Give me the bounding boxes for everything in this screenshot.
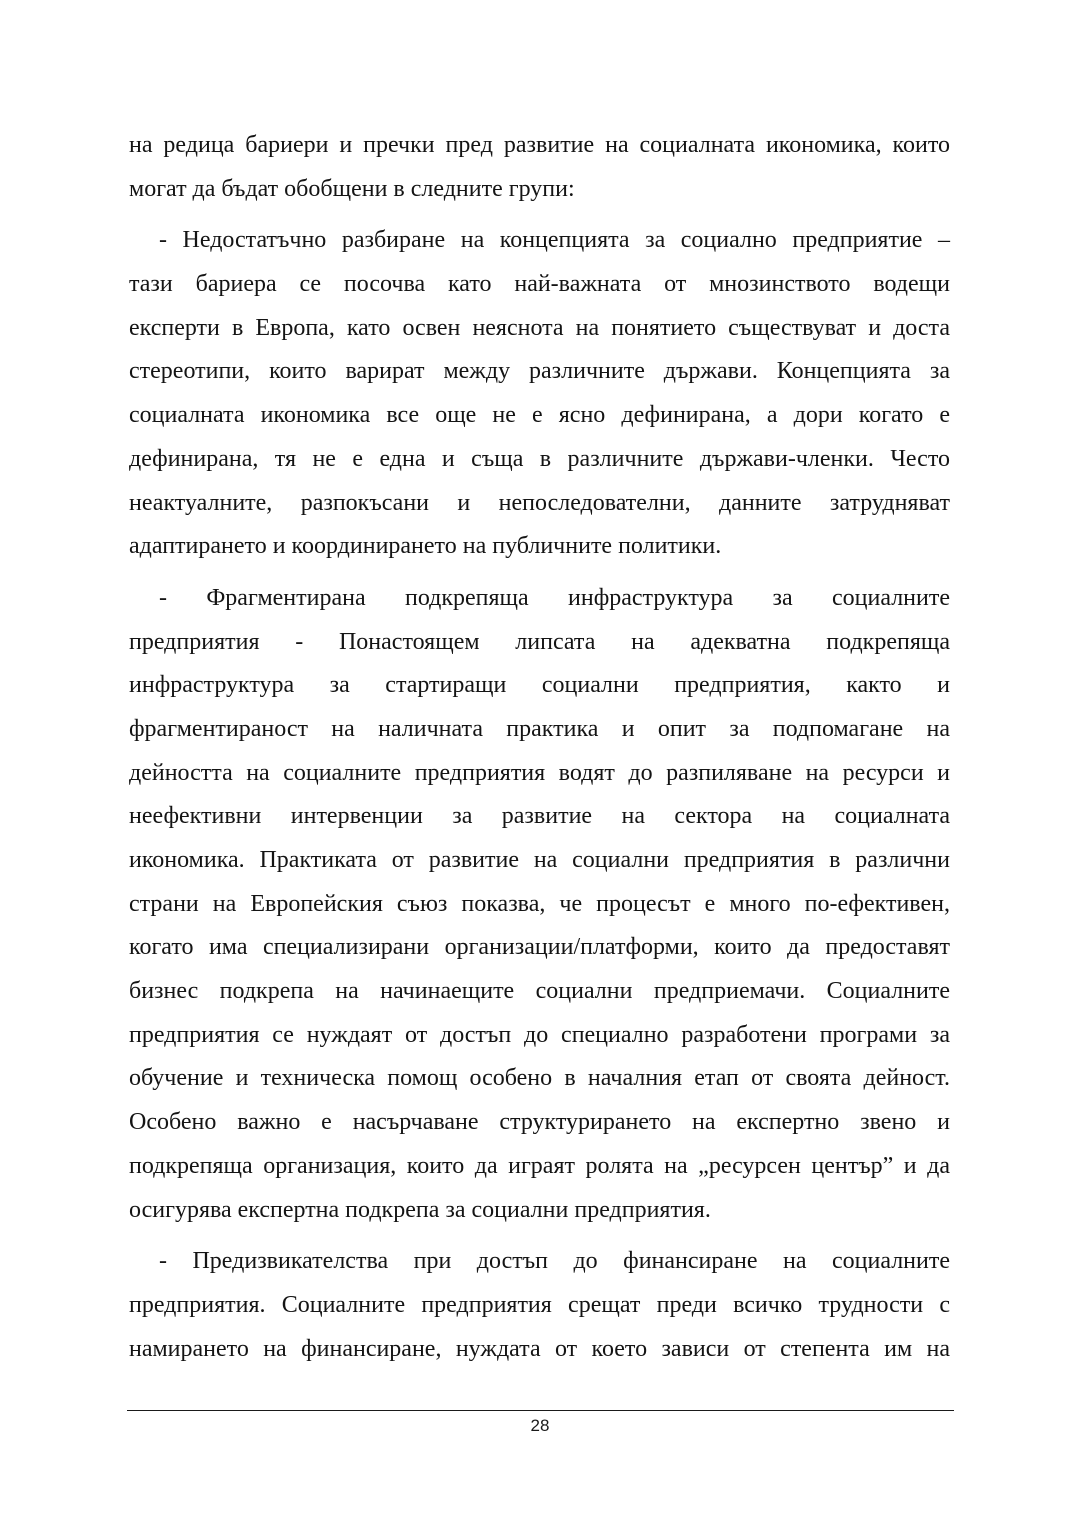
text-line: социалната икономика все още не е ясно дефинирана, а дори когато е — [129, 402, 950, 429]
text-line: осигурява експертна подкрепа за социални предприятия. — [129, 1196, 711, 1223]
text-line: икономика. Практиката от развитие на социални предприятия в различни — [129, 847, 950, 873]
text-line: - Недостатъчно разбиране на концепцията за социално предприятие – — [159, 227, 950, 254]
text-line: адаптирането и координирането на публичните политики. — [129, 533, 722, 560]
text-line: когато има специализирани организации/платформи, които да предоставят — [129, 934, 950, 961]
text-line: намирането на финансиране, нуждата от което зависи от степента им на — [129, 1335, 950, 1362]
text-line: тази бариера се посочва като най-важната от мнозинството водещи — [129, 271, 950, 298]
text-line: страни на Европейския съюз показва, че процесът е много по-ефективен, — [129, 890, 950, 917]
text-line: предприятия се нуждаят от достъп до специално разработени програми за — [129, 1021, 950, 1048]
footer-divider — [127, 1410, 954, 1411]
page-number: 28 — [530, 1416, 550, 1435]
text-line: - Фрагментирана подкрепяща инфраструктура за социалните — [159, 584, 950, 611]
text-line: предприятия. Социалните предприятия срещат преди всичко трудности с — [129, 1291, 950, 1318]
text-line: - Предизвикателства при достъп до финансиране на социалните — [159, 1248, 950, 1275]
text-line: инфраструктура за стартиращи социални предприятия, както и — [129, 672, 950, 699]
text-line: стереотипи, които варират между различните държави. Концепцията за — [129, 358, 950, 385]
text-line: бизнес подкрепа на начинаещите социални предприемачи. Социалните — [129, 978, 950, 1005]
text-line: фрагментираност на наличната практика и опит за подпомагане на — [129, 715, 950, 742]
text-line: дейността на социалните предприятия водят до разпиляване на ресурси и — [129, 759, 950, 786]
text-line: експерти в Европа, като освен неяснота на понятието съществуват и доста — [129, 314, 950, 341]
paragraph-fragmented-infrastructure — [129, 577, 950, 1232]
text-line: дефинирана, тя не е една и съща в различните държави-членки. Често — [129, 445, 950, 472]
body-text — [129, 124, 950, 1371]
text-line: Особено важно е насърчаване структурирането на експертно звено и — [129, 1109, 950, 1136]
text-line: могат да бъдат обобщени в следните групи: — [129, 175, 575, 202]
text-line: предприятия - Понастоящем липсата на адекватна подкрепяща — [129, 628, 950, 655]
paragraph-concept-understanding — [129, 219, 950, 569]
text-line: неактуалните, разпокъсани и непоследователни, данните затрудняват — [129, 489, 950, 516]
paragraph-intro — [129, 124, 950, 211]
text-line: подкрепяща организация, които да играят ролята на „ресурсен център” и да — [129, 1152, 950, 1179]
text-line: неефективни интервенции за развитие на сектора на социалната — [129, 803, 950, 830]
text-line: на редица бариери и пречки пред развитие на социалната икономика, които — [129, 132, 950, 158]
paragraph-financing-challenges — [129, 1240, 950, 1371]
text-line: обучение и техническа помощ особено в началния етап от своята дейност. — [129, 1065, 950, 1092]
